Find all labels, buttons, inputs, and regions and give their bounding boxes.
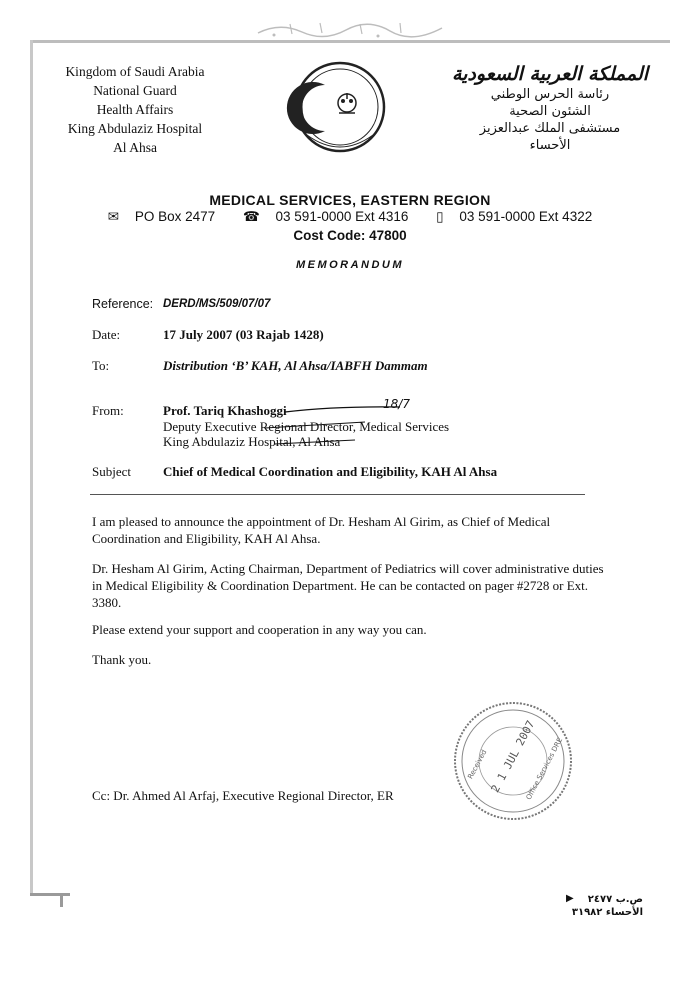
- letterhead-line: National Guard: [93, 83, 177, 98]
- footer-city: الأحساء ٣١٩٨٢: [571, 907, 643, 918]
- letterhead-arabic-line: مستشفى الملك عبدالعزيز: [479, 121, 621, 136]
- footer-bullet-icon: ▶: [566, 893, 574, 904]
- department-heading: MEDICAL SERVICES, EASTERN REGION: [209, 192, 491, 208]
- date-label: Date:: [92, 327, 121, 342]
- stamp-office: Office Services DRE: [524, 736, 565, 802]
- stamp-received: Received: [466, 748, 489, 781]
- letterhead-arabic-title: المملكة العربية السعودية: [451, 63, 649, 85]
- body-paragraph: Please extend your support and cooperation in any way you can.: [92, 622, 427, 637]
- reference-value: DERD/MS/509/07/07: [163, 298, 271, 310]
- from-title: Deputy Executive Regional Director, Medical Services: [163, 419, 450, 434]
- scan-border-top: [30, 40, 670, 43]
- letterhead-line: King Abdulaziz Hospital: [67, 121, 203, 136]
- bismillah-calligraphy: [250, 18, 450, 40]
- cost-code: Cost Code: 47800: [293, 228, 407, 243]
- subject-value: Chief of Medical Coordination and Eligibility, KAH Al Ahsa: [163, 464, 498, 479]
- letterhead-line: Health Affairs: [96, 102, 174, 117]
- scan-border-bottom-tick: [60, 893, 63, 907]
- to-value: Distribution ‘B’ KAH, Al Ahsa/IABFH Dammam: [163, 358, 428, 373]
- body-paragraph: Thank you.: [92, 652, 152, 667]
- footer-address: [568, 893, 643, 919]
- handwritten-date: 18/7: [383, 397, 410, 411]
- divider: [90, 494, 585, 495]
- body-paragraph: I am pleased to announce the appointment of Dr. Hesham Al Girim, as Chief of Medical Coordination and Eligibility, KAH Al Ahsa.: [92, 514, 551, 546]
- body-paragraph: Dr. Hesham Al Girim, Acting Chairman, Department of Pediatrics will cover administrative duties in Medical Eligibility & Coordination Department. He can be contacted on pager #2728 or Ext. 3380.: [92, 561, 604, 610]
- subject-label: Subject: [92, 464, 131, 479]
- date-value: 17 July 2007 (03 Rajab 1428): [163, 327, 324, 342]
- scan-border-left: [30, 40, 33, 895]
- to-label: To:: [92, 358, 110, 373]
- contact-line: [0, 209, 700, 225]
- phone-primary: ☎ 03 591-0000 Ext 4316: [242, 209, 409, 224]
- reference-label: Reference:: [92, 297, 154, 311]
- mailbox-icon: ✉: [107, 209, 120, 224]
- from-label: From:: [92, 403, 124, 418]
- po-box: ✉ PO Box 2477: [107, 209, 216, 224]
- letterhead-english: [50, 62, 220, 157]
- letterhead-line: Al Ahsa: [113, 140, 157, 155]
- scan-border-bottom: [30, 893, 70, 896]
- cc-line: Cc: Dr. Ahmed Al Arfaj, Executive Regional Director, ER: [92, 788, 394, 803]
- phone-secondary: ▯ 03 591-0000 Ext 4322: [436, 209, 593, 224]
- letterhead-arabic-line: الأحساء: [529, 138, 571, 153]
- telephone-icon: ☎: [242, 209, 260, 224]
- footer-po-box: ص.ب ٢٤٧٧: [587, 894, 643, 905]
- memorandum-label: MEMORANDUM: [295, 259, 405, 271]
- fax-icon: ▯: [436, 209, 444, 224]
- from-name: Prof. Tariq Khashoggi: [163, 403, 287, 418]
- national-guard-health-affairs-logo: [285, 55, 395, 165]
- letterhead-arabic-line: رئاسة الحرس الوطني: [490, 87, 610, 102]
- letterhead-line: Kingdom of Saudi Arabia: [65, 64, 205, 79]
- from-hospital: King Abdulaziz Hospital, Al Ahsa: [163, 434, 341, 449]
- letterhead-arabic-line: الشئون الصحية: [509, 104, 591, 119]
- stamp-date: 2 1 JUL 2007: [488, 718, 538, 795]
- letterhead-arabic: [440, 62, 660, 154]
- signature-strokes: [245, 402, 405, 452]
